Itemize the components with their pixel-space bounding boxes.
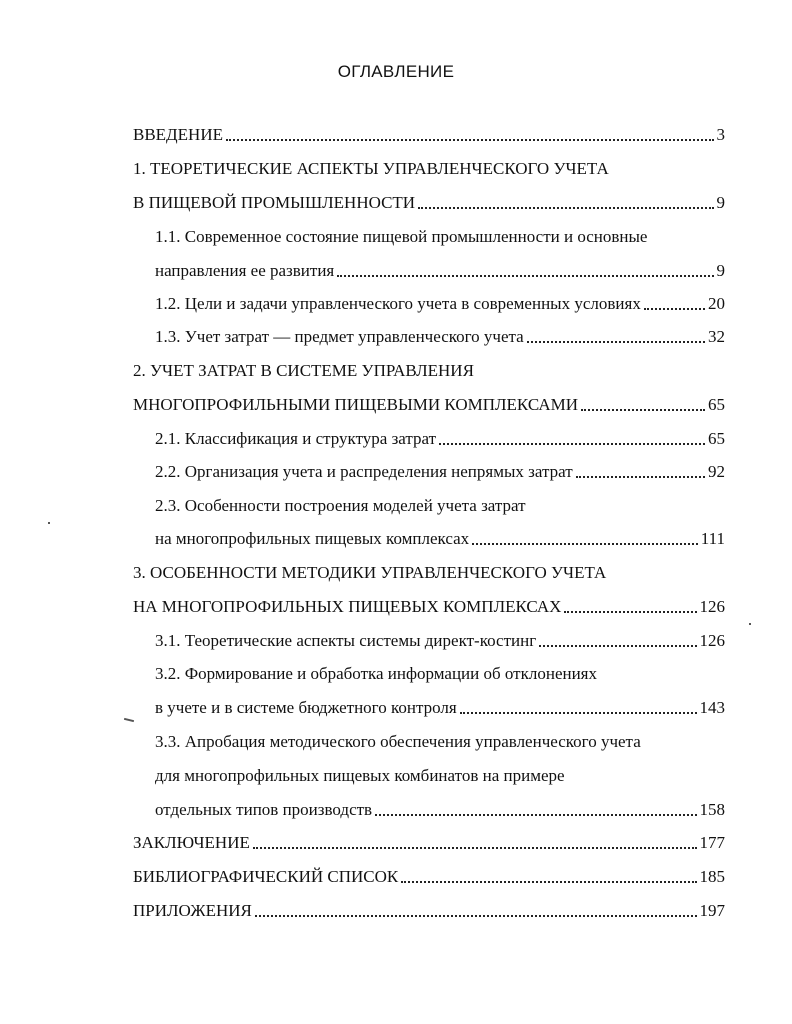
toc-section-2-1[interactable] [155, 424, 725, 450]
toc-page-number: 3 [716, 125, 725, 144]
toc-page-number: 111 [700, 529, 725, 548]
toc-entry-text: для многопрофильных пищевых комбинатов на примере [155, 766, 565, 785]
toc-section-3-2[interactable] [155, 693, 725, 719]
toc-entry-intro[interactable] [133, 120, 725, 146]
toc-entry-text: 1. ТЕОРЕТИЧЕСКИЕ АСПЕКТЫ УПРАВЛЕНЧЕСКОГО УЧЕТА [133, 159, 609, 178]
toc-entry-text: БИБЛИОГРАФИЧЕСКИЙ СПИСОК [133, 867, 399, 886]
toc-page-number: 9 [716, 193, 725, 212]
toc-page-number: 126 [699, 597, 725, 616]
toc-section-1-3[interactable] [155, 322, 725, 348]
toc-page-number: 9 [716, 261, 725, 280]
dot-leader [460, 712, 697, 714]
dot-leader [581, 409, 705, 411]
dot-leader [527, 341, 705, 343]
toc-entry-text: в учете и в системе бюджетного контроля [155, 698, 457, 717]
toc-entry-conclusion[interactable] [133, 828, 725, 854]
dot-leader [564, 611, 696, 613]
toc-chapter-2-title[interactable] [133, 356, 725, 382]
scan-speck [749, 623, 751, 625]
toc-page-number: 20 [708, 294, 725, 313]
toc-section-2-3[interactable] [155, 524, 725, 550]
toc-entry-text: 1.3. Учет затрат — предмет управленческого учета [155, 327, 524, 346]
toc-section-2-3-title[interactable] [155, 491, 725, 517]
dot-leader [401, 881, 696, 883]
toc-entry-text: НА МНОГОПРОФИЛЬНЫХ ПИЩЕВЫХ КОМПЛЕКСАХ [133, 597, 562, 616]
dot-leader [576, 476, 705, 478]
toc-page-number: 32 [708, 327, 725, 346]
toc-chapter-1[interactable] [133, 188, 725, 214]
toc-entry-text: 1.2. Цели и задачи управленческого учета в современных условиях [155, 294, 641, 313]
toc-page-number: 65 [708, 429, 725, 448]
toc-entry-text: на многопрофильных пищевых комплексах [155, 529, 470, 548]
toc-page-number: 126 [699, 631, 725, 650]
toc-chapter-2[interactable] [133, 390, 725, 416]
dot-leader [644, 308, 705, 310]
dot-leader [418, 207, 713, 209]
scan-mark [124, 718, 134, 722]
toc-entry-bibliography[interactable] [133, 862, 725, 888]
toc-entry-text: 3.2. Формирование и обработка информации об отклонениях [155, 664, 597, 683]
dot-leader [337, 275, 713, 277]
toc-section-3-1[interactable] [155, 626, 725, 652]
toc-chapter-3[interactable] [133, 592, 725, 618]
toc-page-number: 158 [699, 800, 725, 819]
toc-entry-text: 3.1. Теоретические аспекты системы директ-костинг [155, 631, 537, 650]
dot-leader [226, 139, 714, 141]
toc-page-number: 65 [708, 395, 725, 414]
toc-section-3-3[interactable] [155, 795, 725, 821]
dot-leader [439, 443, 705, 445]
dot-leader [472, 543, 698, 545]
toc-page-number: 177 [699, 833, 725, 852]
toc-entry-text: 2.1. Классификация и структура затрат [155, 429, 437, 448]
toc-section-1-1[interactable] [155, 256, 725, 282]
toc-entry-text: 2. УЧЕТ ЗАТРАТ В СИСТЕМЕ УПРАВЛЕНИЯ [133, 361, 474, 380]
toc-entry-text: 3.3. Апробация методического обеспечения управленческого учета [155, 732, 641, 751]
dot-leader [255, 915, 697, 917]
toc-chapter-3-title[interactable] [133, 558, 725, 584]
toc-entry-text: отдельных типов производств [155, 800, 373, 819]
toc-section-1-2[interactable] [155, 289, 725, 315]
toc-section-1-1-title[interactable] [155, 222, 725, 248]
toc-section-3-3-subtitle[interactable] [155, 761, 725, 787]
toc-entry-text: МНОГОПРОФИЛЬНЫМИ ПИЩЕВЫМИ КОМПЛЕКСАМИ [133, 395, 578, 414]
toc-entry-text: 2.2. Организация учета и распределения непрямых затрат [155, 462, 573, 481]
toc-page-number: 143 [699, 698, 725, 717]
toc-entry-text: ПРИЛОЖЕНИЯ [133, 901, 252, 920]
toc-entry-text: 3. ОСОБЕННОСТИ МЕТОДИКИ УПРАВЛЕНЧЕСКОГО УЧЕТА [133, 563, 607, 582]
toc-entry-text: В ПИЩЕВОЙ ПРОМЫШЛЕННОСТИ [133, 193, 416, 212]
dot-leader [375, 814, 696, 816]
toc-page-number: 197 [699, 901, 725, 920]
toc-page-number: 185 [699, 867, 725, 886]
toc-chapter-1-title[interactable] [133, 154, 725, 180]
toc-entry-text: направления ее развития [155, 261, 335, 280]
toc-entry-text: ЗАКЛЮЧЕНИЕ [133, 833, 250, 852]
toc-entry-text: 1.1. Современное состояние пищевой промышленности и основные [155, 227, 648, 246]
toc-entry-text: ВВЕДЕНИЕ [133, 125, 223, 144]
toc-section-3-2-title[interactable] [155, 659, 725, 685]
scan-speck [48, 522, 50, 524]
toc-page-number: 92 [708, 462, 725, 481]
toc-section-3-3-title[interactable] [155, 727, 725, 753]
dot-leader [253, 847, 697, 849]
toc-entry-text: 2.3. Особенности построения моделей учета затрат [155, 496, 526, 515]
page-title: ОГЛАВЛЕНИЕ [337, 62, 455, 81]
toc-section-2-2[interactable] [155, 457, 725, 483]
toc-entry-appendices[interactable] [133, 896, 725, 922]
dot-leader [539, 645, 696, 647]
